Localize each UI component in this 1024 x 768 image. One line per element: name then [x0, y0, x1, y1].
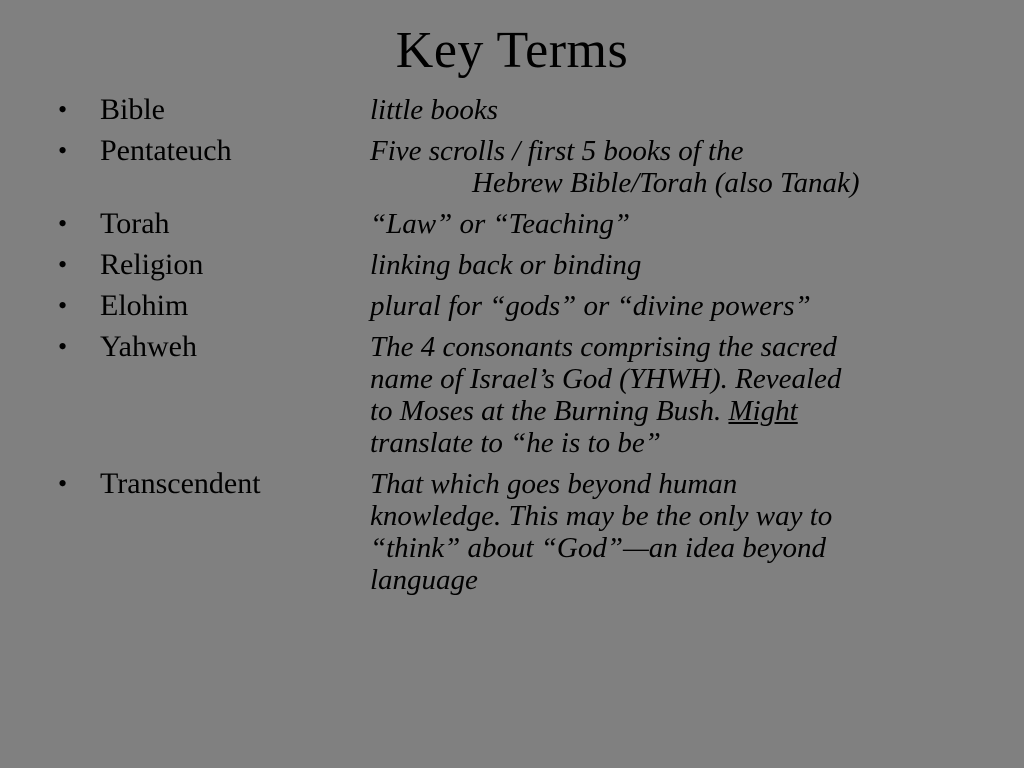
term-definition	[370, 331, 970, 459]
list-item	[0, 249, 1024, 281]
definition-line: name of Israel’s God (YHWH). Revealed	[370, 363, 842, 395]
key-terms-list	[0, 94, 1024, 605]
bullet-icon: •	[58, 136, 68, 165]
definition-line: Hebrew Bible/Torah (also Tanak)	[472, 167, 860, 199]
definition-line: “Law” or “Teaching”	[370, 208, 631, 240]
term-definition	[370, 208, 970, 240]
term-definition	[370, 135, 970, 199]
definition-line: “think” about “God”—an idea beyond	[370, 532, 826, 564]
definition-line: linking back or binding	[370, 249, 642, 281]
term-definition	[370, 468, 970, 596]
definition-line: translate to “he is to be”	[370, 427, 661, 459]
term-label: Religion	[100, 248, 204, 281]
list-item	[0, 290, 1024, 322]
term-label: Elohim	[100, 289, 189, 322]
term-label: Yahweh	[100, 330, 197, 363]
term-label: Bible	[100, 93, 165, 126]
definition-line: little books	[370, 94, 499, 126]
definition-line: That which goes beyond human	[370, 468, 738, 500]
bullet-icon: •	[58, 469, 68, 498]
list-item	[0, 208, 1024, 240]
bullet-icon: •	[58, 250, 68, 279]
definition-text: to Moses at the Burning Bush.	[370, 395, 729, 427]
list-item	[0, 331, 1024, 459]
definition-line: Five scrolls / first 5 books of the	[370, 135, 744, 167]
term-label: Torah	[100, 207, 170, 240]
term-definition	[370, 290, 970, 322]
definition-line: The 4 consonants comprising the sacred	[370, 331, 837, 363]
underlined-word: Might	[728, 395, 798, 427]
term-label: Transcendent	[100, 467, 261, 500]
definition-line: plural for “gods” or “divine powers”	[370, 290, 811, 322]
term-label: Pentateuch	[100, 134, 232, 167]
bullet-icon: •	[58, 95, 68, 124]
list-item	[0, 135, 1024, 199]
list-item	[0, 94, 1024, 126]
definition-line: language	[370, 564, 478, 596]
definition-line	[370, 395, 970, 427]
bullet-icon: •	[58, 332, 68, 361]
list-item	[0, 468, 1024, 596]
bullet-icon: •	[58, 209, 68, 238]
slide-title: Key Terms	[395, 22, 629, 79]
term-definition	[370, 94, 970, 126]
bullet-icon: •	[58, 291, 68, 320]
term-definition	[370, 249, 970, 281]
definition-line: knowledge. This may be the only way to	[370, 500, 833, 532]
